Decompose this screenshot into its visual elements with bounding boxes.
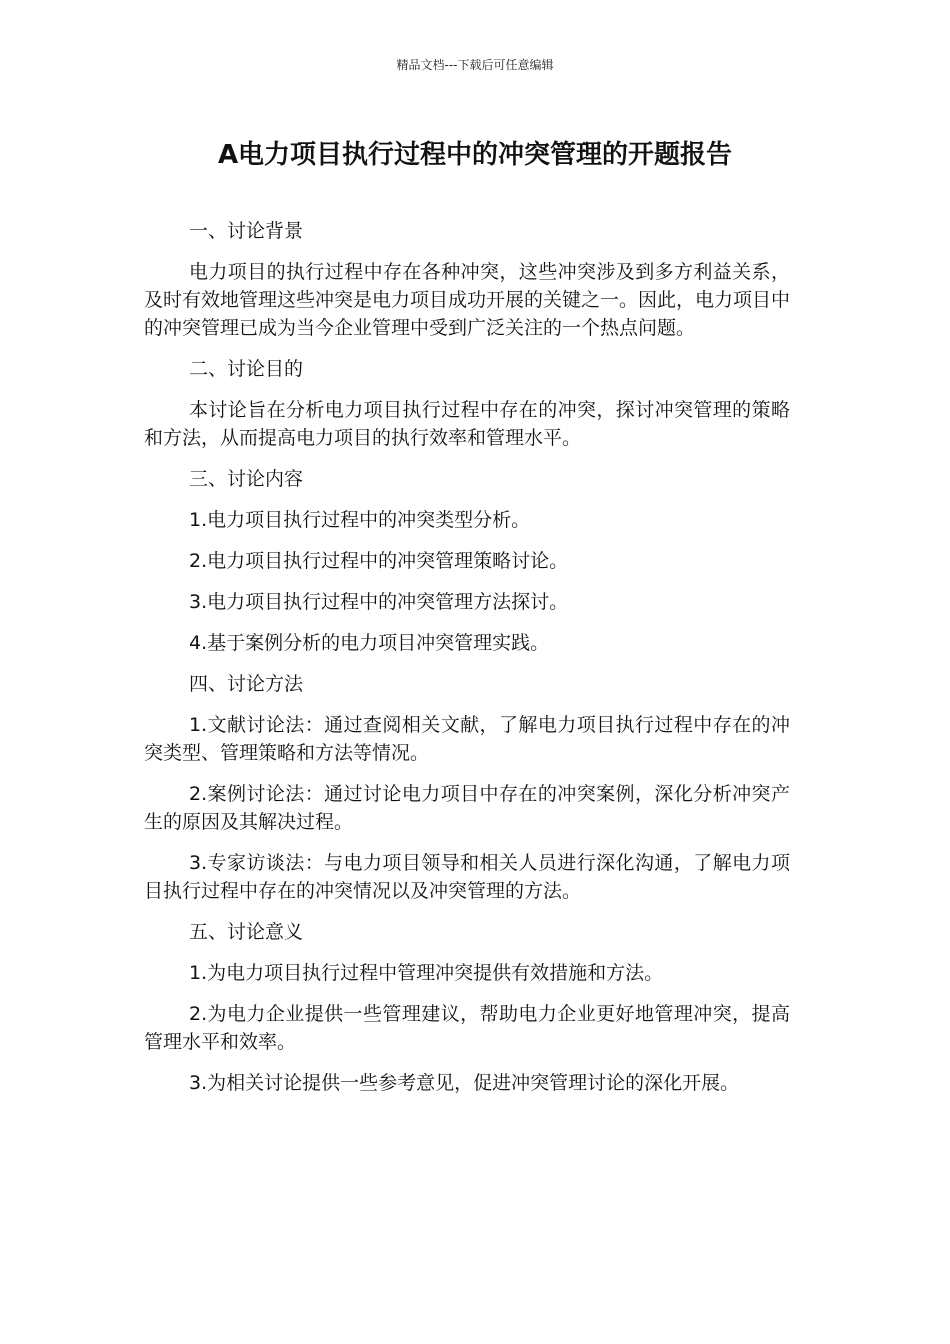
list-item-method-3: 3.专家访谈法：与电力项目领导和相关人员进行深化沟通，了解电力项目执行过程中存在的冲突情况以及冲突管理的方法。 — [144, 852, 790, 902]
document-title: A电力项目执行过程中的冲突管理的开题报告 — [217, 140, 733, 170]
document-body — [144, 217, 790, 1110]
section-heading-content: 三、讨论内容 — [189, 468, 304, 490]
section-heading-method: 四、讨论方法 — [189, 673, 304, 695]
list-item-significance-2: 2.为电力企业提供一些管理建议，帮助电力企业更好地管理冲突，提高管理水平和效率。 — [144, 1003, 790, 1053]
paragraph-purpose: 本讨论旨在分析电力项目执行过程中存在的冲突，探讨冲突管理的策略和方法，从而提高电力项目的执行效率和管理水平。 — [144, 399, 790, 449]
list-item-content-4: 4.基于案例分析的电力项目冲突管理实践。 — [189, 632, 550, 654]
list-item-content-2: 2.电力项目执行过程中的冲突管理策略讨论。 — [189, 550, 569, 572]
paragraph-background: 电力项目的执行过程中存在各种冲突，这些冲突涉及到多方利益关系，及时有效地管理这些冲突是电力项目成功开展的关键之一。因此，电力项目中的冲突管理已成为当今企业管理中受到广泛关注的一个热点问题。 — [144, 261, 791, 339]
list-item-content-3: 3.电力项目执行过程中的冲突管理方法探讨。 — [189, 591, 569, 613]
list-item-significance-3: 3.为相关讨论提供一些参考意见，促进冲突管理讨论的深化开展。 — [189, 1072, 740, 1094]
list-item-content-1: 1.电力项目执行过程中的冲突类型分析。 — [189, 509, 531, 531]
list-item-method-2: 2.案例讨论法：通过讨论电力项目中存在的冲突案例，深化分析冲突产生的原因及其解决过程。 — [144, 783, 790, 833]
section-heading-background: 一、讨论背景 — [189, 220, 304, 242]
header-note: 精品文档---下载后可任意编辑 — [396, 58, 554, 72]
section-heading-significance: 五、讨论意义 — [189, 921, 304, 943]
section-heading-purpose: 二、讨论目的 — [189, 358, 304, 380]
list-item-significance-1: 1.为电力项目执行过程中管理冲突提供有效措施和方法。 — [189, 962, 664, 984]
list-item-method-1: 1.文献讨论法：通过查阅相关文献，了解电力项目执行过程中存在的冲突类型、管理策略和方法等情况。 — [144, 714, 790, 764]
